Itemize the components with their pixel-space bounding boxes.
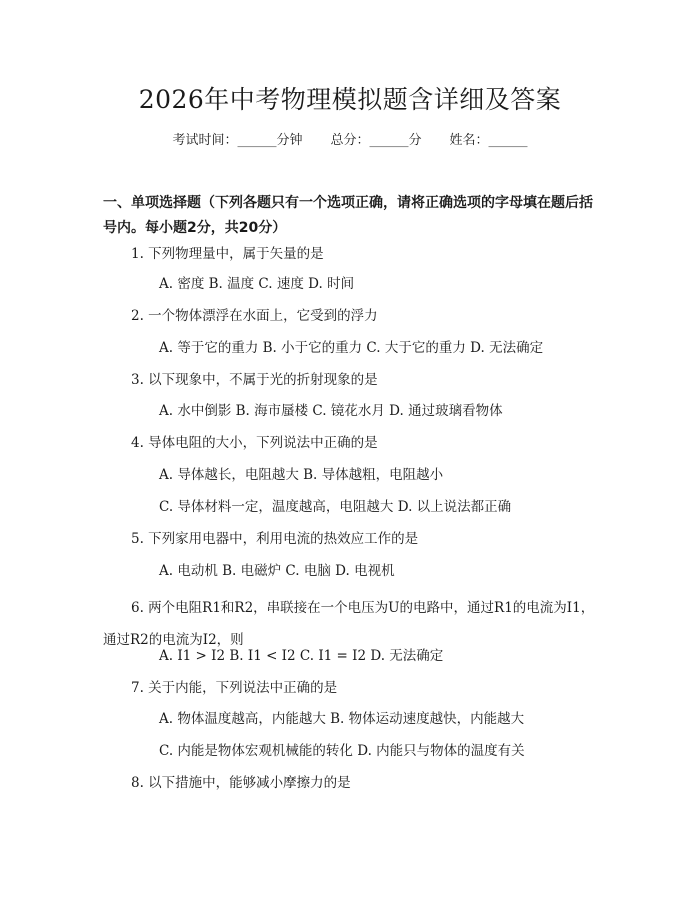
question-options-2: A. 等于它的重力 B. 小于它的重力 C. 大于它的重力 D. 无法确定 xyxy=(159,340,544,356)
question-options-4b: C. 导体材料一定，温度越高，电阻越大 D. 以上说法都正确 xyxy=(159,499,512,515)
question-options-6: A. I1 > I2 B. I1 < I2 C. I1 = I2 D. 无法确定 xyxy=(159,648,444,664)
student-name-field: 姓名：______ xyxy=(449,133,528,148)
question-stem-2: 2. 一个物体漂浮在水面上，它受到的浮力 xyxy=(131,308,378,324)
question-stem-4: 4. 导体电阻的大小，下列说法中正确的是 xyxy=(131,435,378,451)
total-score-field: 总分：______分 xyxy=(330,133,422,148)
section-heading: 一、单项选择题（下列各题只有一个选项正确，请将正确选项的字母填在题后括号内。每小题2分，共20分） xyxy=(103,195,593,236)
question-options-1: A. 密度 B. 温度 C. 速度 D. 时间 xyxy=(159,276,355,292)
exam-meta xyxy=(0,131,700,151)
question-stem-1: 1. 下列物理量中，属于矢量的是 xyxy=(131,246,324,262)
question-stem-3: 3. 以下现象中，不属于光的折射现象的是 xyxy=(131,372,378,388)
question-options-5: A. 电动机 B. 电磁炉 C. 电脑 D. 电视机 xyxy=(159,563,395,579)
question-options-7a: A. 物体温度越高，内能越大 B. 物体运动速度越快，内能越大 xyxy=(159,711,525,727)
question-stem-7: 7. 关于内能，下列说法中正确的是 xyxy=(131,680,338,696)
question-stem-8: 8. 以下措施中，能够减小摩擦力的是 xyxy=(131,775,351,791)
question-options-3: A. 水中倒影 B. 海市蜃楼 C. 镜花水月 D. 通过玻璃看物体 xyxy=(159,403,503,419)
document-title: 2026年中考物理模拟题含详细及答案 xyxy=(138,85,562,114)
question-options-7b: C. 内能是物体宏观机械能的转化 D. 内能只与物体的温度有关 xyxy=(159,743,525,759)
question-options-4a: A. 导体越长，电阻越大 B. 导体越粗，电阻越小 xyxy=(159,467,444,483)
exam-time-field: 考试时间：______分钟 xyxy=(172,133,303,148)
question-stem-6: 6. 两个电阻R1和R2，串联接在一个电压为U的电路中，通过R1的电流为I1，通过R2的电流为I2，则 xyxy=(103,600,595,648)
question-stem-5: 5. 下列家用电器中，利用电流的热效应工作的是 xyxy=(131,531,419,547)
